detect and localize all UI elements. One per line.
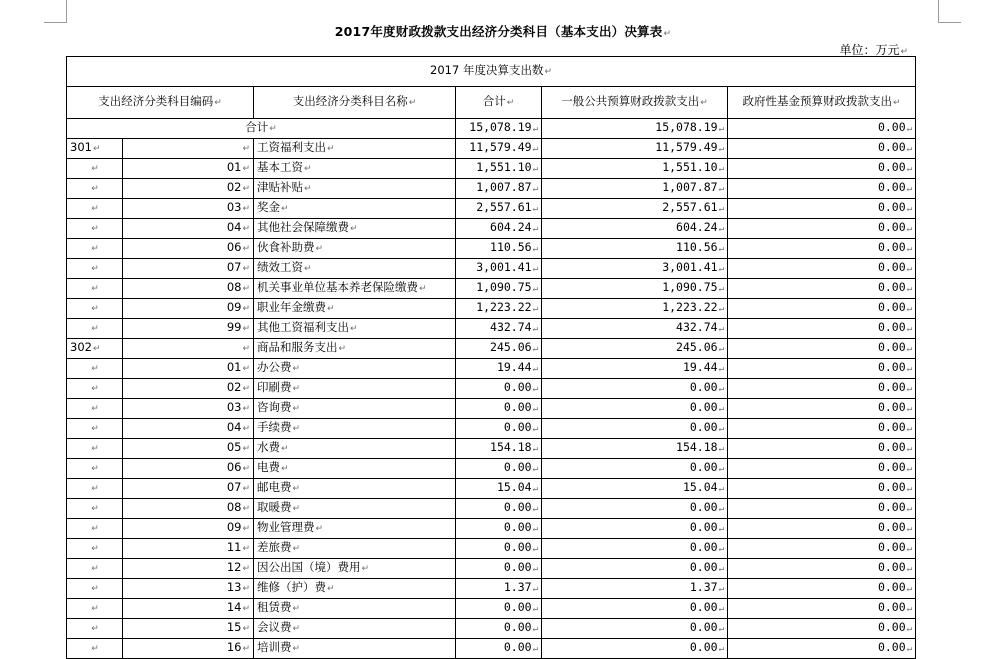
fund-cell: 0.00↵ (728, 259, 916, 279)
table-row (67, 419, 916, 439)
total-cell: 1,090.75↵ (456, 279, 542, 299)
total-cell: 11,579.49↵ (456, 139, 542, 159)
code-class-cell: ↵ (67, 599, 123, 619)
code-class-cell: ↵ (67, 639, 123, 659)
page-corner-mark-right (938, 0, 961, 23)
expenditure-table (66, 56, 916, 659)
table-column-header-row (67, 87, 916, 119)
total-label: 合计↵ (67, 119, 456, 139)
code-item-cell: 02↵ (123, 179, 254, 199)
code-item-cell: 07↵ (123, 259, 254, 279)
general-cell: 15,078.19↵ (542, 119, 728, 139)
code-item-cell: 08↵ (123, 499, 254, 519)
total-cell: 0.00↵ (456, 639, 542, 659)
document-title: 2017年度财政拨款支出经济分类科目（基本支出）决算表↵ (334, 24, 672, 39)
code-class-cell: ↵ (67, 319, 123, 339)
table-row (67, 479, 916, 499)
table-row (67, 399, 916, 419)
fund-cell: 0.00↵ (728, 479, 916, 499)
code-class-cell: ↵ (67, 479, 123, 499)
table-row (67, 459, 916, 479)
general-cell: 110.56↵ (542, 239, 728, 259)
total-cell: 604.24↵ (456, 219, 542, 239)
general-cell: 1,007.87↵ (542, 179, 728, 199)
total-cell: 154.18↵ (456, 439, 542, 459)
general-cell: 0.00↵ (542, 619, 728, 639)
name-cell: 物业管理费↵ (254, 519, 456, 539)
name-cell: 差旅费↵ (254, 539, 456, 559)
name-cell: 印刷费↵ (254, 379, 456, 399)
code-class-cell: ↵ (67, 459, 123, 479)
total-cell: 3,001.41↵ (456, 259, 542, 279)
total-cell: 0.00↵ (456, 539, 542, 559)
total-cell: 245.06↵ (456, 339, 542, 359)
total-cell: 0.00↵ (456, 419, 542, 439)
code-class-cell: ↵ (67, 179, 123, 199)
code-class-cell: ↵ (67, 499, 123, 519)
name-cell: 基本工资↵ (254, 159, 456, 179)
total-cell: 1.37↵ (456, 579, 542, 599)
code-class-cell: ↵ (67, 619, 123, 639)
name-cell: 取暖费↵ (254, 499, 456, 519)
table-row (67, 559, 916, 579)
name-cell: 职业年金缴费↵ (254, 299, 456, 319)
table-row (67, 439, 916, 459)
code-class-cell: ↵ (67, 359, 123, 379)
general-cell: 245.06↵ (542, 339, 728, 359)
general-cell: 0.00↵ (542, 399, 728, 419)
table-row (67, 139, 916, 159)
name-cell: 培训费↵ (254, 639, 456, 659)
code-class-cell: ↵ (67, 199, 123, 219)
fund-cell: 0.00↵ (728, 539, 916, 559)
fund-cell: 0.00↵ (728, 299, 916, 319)
code-item-cell: 99↵ (123, 319, 254, 339)
table-row (67, 259, 916, 279)
total-cell: 15,078.19↵ (456, 119, 542, 139)
table-row (67, 319, 916, 339)
code-item-cell: 16↵ (123, 639, 254, 659)
name-cell: 奖金↵ (254, 199, 456, 219)
code-item-cell: 11↵ (123, 539, 254, 559)
name-cell: 工资福利支出↵ (254, 139, 456, 159)
page-corner-mark-left (44, 0, 67, 23)
general-cell: 0.00↵ (542, 559, 728, 579)
total-cell: 0.00↵ (456, 559, 542, 579)
fund-cell: 0.00↵ (728, 139, 916, 159)
general-cell: 0.00↵ (542, 639, 728, 659)
total-cell: 0.00↵ (456, 499, 542, 519)
name-cell: 因公出国（境）费用↵ (254, 559, 456, 579)
general-cell: 0.00↵ (542, 599, 728, 619)
code-item-cell: 03↵ (123, 399, 254, 419)
name-cell: 咨询费↵ (254, 399, 456, 419)
fund-cell: 0.00↵ (728, 159, 916, 179)
general-cell: 1,551.10↵ (542, 159, 728, 179)
general-cell: 2,557.61↵ (542, 199, 728, 219)
general-cell: 0.00↵ (542, 419, 728, 439)
col-header-total: 合计↵ (456, 87, 542, 119)
fund-cell: 0.00↵ (728, 619, 916, 639)
code-class-cell: 302↵ (67, 339, 123, 359)
code-item-cell: 07↵ (123, 479, 254, 499)
fund-cell: 0.00↵ (728, 639, 916, 659)
code-item-cell: 15↵ (123, 619, 254, 639)
total-cell: 15.04↵ (456, 479, 542, 499)
code-item-cell: 09↵ (123, 299, 254, 319)
code-class-cell: ↵ (67, 439, 123, 459)
table-row (67, 219, 916, 239)
fund-cell: 0.00↵ (728, 579, 916, 599)
name-cell: 手续费↵ (254, 419, 456, 439)
table-row (67, 359, 916, 379)
name-cell: 其他工资福利支出↵ (254, 319, 456, 339)
fund-cell: 0.00↵ (728, 239, 916, 259)
total-cell: 0.00↵ (456, 619, 542, 639)
table-row (67, 239, 916, 259)
name-cell: 商品和服务支出↵ (254, 339, 456, 359)
general-cell: 0.00↵ (542, 519, 728, 539)
code-class-cell: ↵ (67, 379, 123, 399)
table-row (67, 539, 916, 559)
general-cell: 19.44↵ (542, 359, 728, 379)
code-item-cell: 14↵ (123, 599, 254, 619)
col-header-fund: 政府性基金预算财政拨款支出↵ (728, 87, 916, 119)
total-cell: 0.00↵ (456, 519, 542, 539)
fund-cell: 0.00↵ (728, 559, 916, 579)
code-class-cell: ↵ (67, 259, 123, 279)
name-cell: 其他社会保障缴费↵ (254, 219, 456, 239)
fund-cell: 0.00↵ (728, 439, 916, 459)
name-cell: 维修（护）费↵ (254, 579, 456, 599)
fund-cell: 0.00↵ (728, 379, 916, 399)
fund-cell: 0.00↵ (728, 519, 916, 539)
fund-cell: 0.00↵ (728, 599, 916, 619)
fund-cell: 0.00↵ (728, 419, 916, 439)
unit-label: 单位：万元↵ (839, 43, 908, 57)
code-class-cell: ↵ (67, 279, 123, 299)
code-class-cell: ↵ (67, 579, 123, 599)
table-row (67, 599, 916, 619)
name-cell: 机关事业单位基本养老保险缴费↵ (254, 279, 456, 299)
code-class-cell: ↵ (67, 399, 123, 419)
total-cell: 1,223.22↵ (456, 299, 542, 319)
table-row (67, 499, 916, 519)
col-header-general: 一般公共预算财政拨款支出↵ (542, 87, 728, 119)
col-header-name: 支出经济分类科目名称↵ (254, 87, 456, 119)
fund-cell: 0.00↵ (728, 499, 916, 519)
total-cell: 19.44↵ (456, 359, 542, 379)
fund-cell: 0.00↵ (728, 179, 916, 199)
total-cell: 432.74↵ (456, 319, 542, 339)
name-cell: 津贴补贴↵ (254, 179, 456, 199)
fund-cell: 0.00↵ (728, 219, 916, 239)
fund-cell: 0.00↵ (728, 319, 916, 339)
total-cell: 0.00↵ (456, 379, 542, 399)
fund-cell: 0.00↵ (728, 199, 916, 219)
fund-cell: 0.00↵ (728, 359, 916, 379)
code-class-cell: ↵ (67, 299, 123, 319)
total-cell: 1,007.87↵ (456, 179, 542, 199)
general-cell: 1,090.75↵ (542, 279, 728, 299)
code-item-cell: 02↵ (123, 379, 254, 399)
general-cell: 11,579.49↵ (542, 139, 728, 159)
general-cell: 432.74↵ (542, 319, 728, 339)
code-class-cell: ↵ (67, 159, 123, 179)
code-item-cell: 04↵ (123, 419, 254, 439)
code-item-cell: 05↵ (123, 439, 254, 459)
name-cell: 办公费↵ (254, 359, 456, 379)
fund-cell: 0.00↵ (728, 459, 916, 479)
total-cell: 110.56↵ (456, 239, 542, 259)
code-class-cell: 301↵ (67, 139, 123, 159)
group-header: 2017 年度决算支出数↵ (67, 57, 916, 87)
general-cell: 0.00↵ (542, 499, 728, 519)
general-cell: 604.24↵ (542, 219, 728, 239)
table-row (67, 179, 916, 199)
table-row (67, 379, 916, 399)
code-item-cell: 08↵ (123, 279, 254, 299)
code-item-cell: 12↵ (123, 559, 254, 579)
table-row (67, 519, 916, 539)
name-cell: 水费↵ (254, 439, 456, 459)
total-cell: 0.00↵ (456, 399, 542, 419)
table-row (67, 639, 916, 659)
name-cell: 邮电费↵ (254, 479, 456, 499)
code-item-cell: 09↵ (123, 519, 254, 539)
code-item-cell: ↵ (123, 339, 254, 359)
code-class-cell: ↵ (67, 219, 123, 239)
general-cell: 1.37↵ (542, 579, 728, 599)
code-class-cell: ↵ (67, 519, 123, 539)
table-row (67, 579, 916, 599)
general-cell: 1,223.22↵ (542, 299, 728, 319)
code-item-cell: ↵ (123, 139, 254, 159)
code-item-cell: 01↵ (123, 359, 254, 379)
total-cell: 2,557.61↵ (456, 199, 542, 219)
name-cell: 绩效工资↵ (254, 259, 456, 279)
general-cell: 0.00↵ (542, 539, 728, 559)
fund-cell: 0.00↵ (728, 399, 916, 419)
code-item-cell: 03↵ (123, 199, 254, 219)
fund-cell: 0.00↵ (728, 279, 916, 299)
code-item-cell: 06↵ (123, 459, 254, 479)
code-class-cell: ↵ (67, 419, 123, 439)
col-header-code: 支出经济分类科目编码↵ (67, 87, 254, 119)
table-row (67, 299, 916, 319)
code-item-cell: 13↵ (123, 579, 254, 599)
table-group-header-row (67, 57, 916, 87)
code-item-cell: 01↵ (123, 159, 254, 179)
code-class-cell: ↵ (67, 239, 123, 259)
total-cell: 1,551.10↵ (456, 159, 542, 179)
code-class-cell: ↵ (67, 539, 123, 559)
code-item-cell: 04↵ (123, 219, 254, 239)
table-row (67, 339, 916, 359)
fund-cell: 0.00↵ (728, 119, 916, 139)
total-cell: 0.00↵ (456, 599, 542, 619)
general-cell: 154.18↵ (542, 439, 728, 459)
table-row (67, 199, 916, 219)
table-row (67, 619, 916, 639)
general-cell: 0.00↵ (542, 459, 728, 479)
table-row (67, 159, 916, 179)
fund-cell: 0.00↵ (728, 339, 916, 359)
general-cell: 3,001.41↵ (542, 259, 728, 279)
code-item-cell: 06↵ (123, 239, 254, 259)
table-row (67, 279, 916, 299)
name-cell: 租赁费↵ (254, 599, 456, 619)
general-cell: 0.00↵ (542, 379, 728, 399)
general-cell: 15.04↵ (542, 479, 728, 499)
name-cell: 电费↵ (254, 459, 456, 479)
total-cell: 0.00↵ (456, 459, 542, 479)
name-cell: 会议费↵ (254, 619, 456, 639)
code-class-cell: ↵ (67, 559, 123, 579)
name-cell: 伙食补助费↵ (254, 239, 456, 259)
total-row (67, 119, 916, 139)
